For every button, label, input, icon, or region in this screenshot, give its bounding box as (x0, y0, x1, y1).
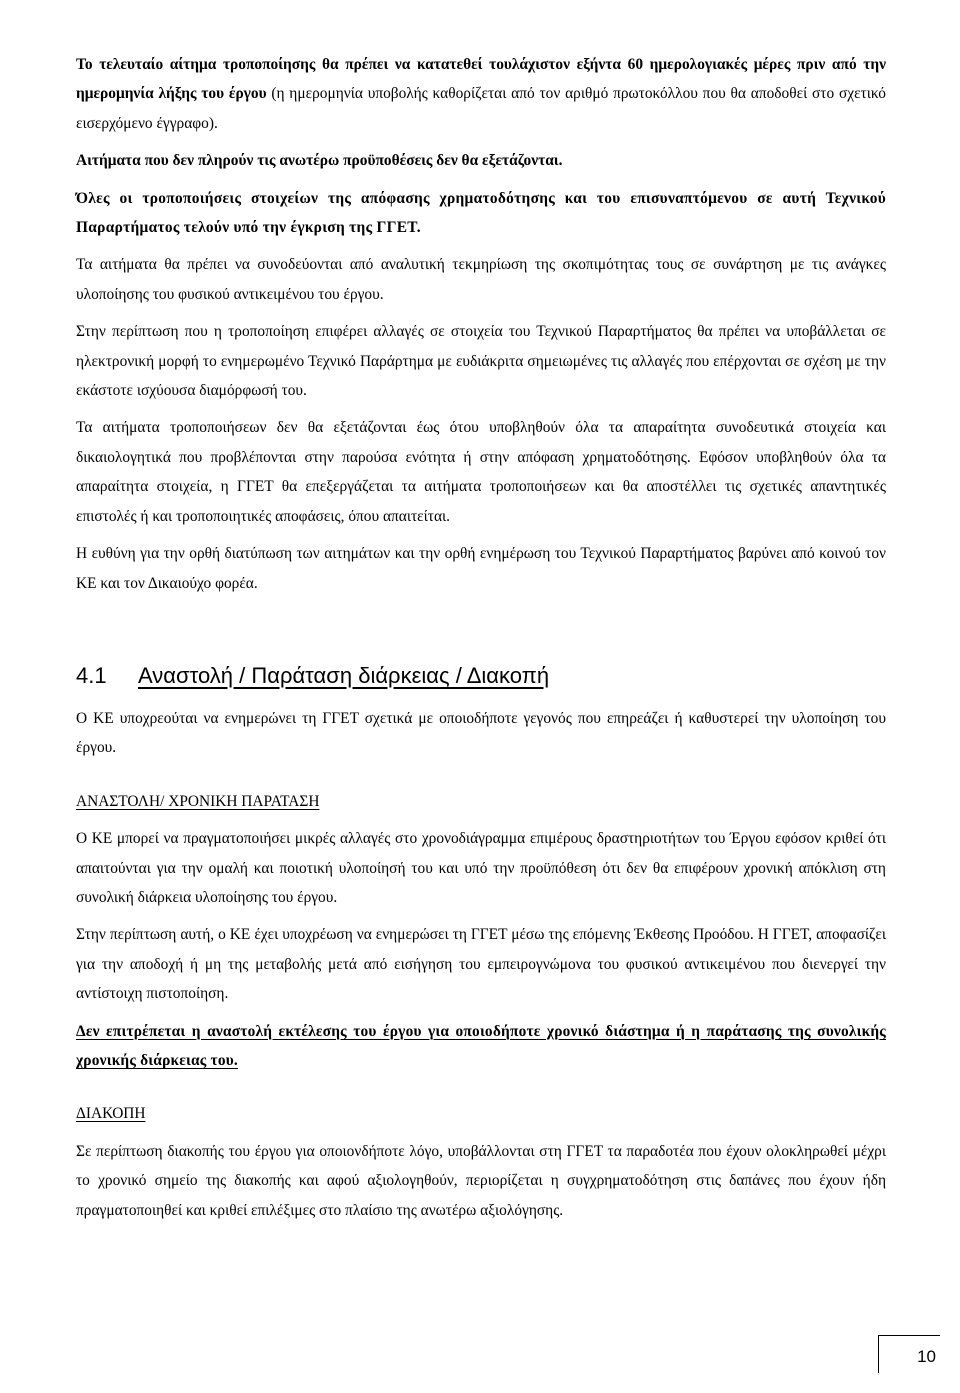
paragraph-termination: Σε περίπτωση διακοπής του έργου για οποιονδήποτε λόγο, υποβάλλονται στη ΓΓΕΤ τα παραδοτέα που έχουν ολοκληρωθεί μέχρι το χρονικό σημείο της διακοπής και αφού αξιολογηθούν, περιορίζεται η συγχρηματοδότηση στις δαπάνες που έχουν ήδη πραγματοποιηθεί και κριθεί επιλέξιμες στο πλαίσιο της ανωτέρω αξιολόγησης. (76, 1142, 886, 1219)
subsection-heading-termination: ΔΙΑΚΟΠΗ (76, 1105, 146, 1123)
section-title: Αναστολή / Παράταση διάρκειας / Διακοπή (138, 662, 550, 688)
paragraph-responsibility: Η ευθύνη για την ορθή διατύπωση των αιτημάτων και την ορθή ενημέρωση του Τεχνικού Παραρτήματος βαρύνει από κοινού τον ΚΕ και τον Δικαιούχο φορέα. (76, 545, 886, 592)
section-number: 4.1 (76, 662, 107, 688)
paragraph-supporting-documents: Τα αιτήματα τροποποιήσεων δεν θα εξετάζονται έως ότου υποβληθούν όλα τα απαραίτητα συνοδευτικά στοιχεία και δικαιολογητικά που προβλέπονται στην παρούσα ενότητα ή στην απόφαση χρηματοδότησης. Εφόσον υποβληθούν όλα τα απαραίτητα στοιχεία, η ΓΓΕΤ θα επεξεργάζεται τα αιτήματα τροποποιήσεων και θα αποστέλλει τις σχετικές απαντητικές επιστολές ή και τροποποιητικές αποφάσεις, όπου απαιτείται. (76, 419, 886, 525)
paragraph-deadline (76, 50, 886, 138)
subsection-heading-suspension: ΑΝΑΣΤΟΛΗ/ ΧΡΟΝΙΚΗ ΠΑΡΑΤΑΣΗ (76, 792, 320, 810)
paragraph-schedule-changes: Ο ΚΕ μπορεί να πραγματοποιήσει μικρές αλλαγές στο χρονοδιάγραμμα επιμέρους δραστηριοτήτων του Έργου εφόσον κριθεί ότι απαιτούνται για την ομαλή και ποιοτική υλοποίησή του και υπό την προϋπόθεση ότι δεν θα επιφέρουν χρονική απόκλιση στη συνολική διάρκεια υλοποίησης του έργου. (76, 830, 886, 906)
deadline-bold-text: Το τελευταίο αίτημα τροποποίησης θα πρέπει να κατατεθεί τουλάχιστον εξήντα 60 ημερολογιακές μέρες πριν από την ημερομηνία λήξης του έργου (76, 56, 886, 103)
document-body (76, 50, 886, 1233)
section-intro: Ο ΚΕ υποχρεούται να ενημερώνει τη ΓΓΕΤ σχετικά με οποιοδήποτε γεγονός που επηρεάζει ή καθυστερεί την υλοποίηση του έργου. (76, 709, 886, 757)
notice-no-suspension: Δεν επιτρέπεται η αναστολή εκτέλεσης του έργου για οποιοδήποτε χρονικό διάστημα ή η παράτασης της συνολικής χρονικής διάρκειας του. (76, 1022, 886, 1069)
paragraph-requirements: Αιτήματα που δεν πληρούν τις ανωτέρω προϋποθέσεις δεν θα εξετάζονται. (76, 152, 563, 170)
deadline-rest-text: (η ημερομηνία υποβολής καθορίζεται από τον αριθμό πρωτοκόλλου που θα αποδοθεί στο σχετικό εισερχόμενο έγγραφο). (76, 85, 886, 132)
paragraph-progress-report: Στην περίπτωση αυτή, ο ΚΕ έχει υποχρέωση να ενημερώσει τη ΓΓΕΤ μέσω της επόμενης Έκθεσης Προόδου. Η ΓΓΕΤ, αποφασίζει για την αποδοχή ή μη της μεταβολής μετά από εισήγηση του εμπειρογνώμονα του φυσικού αντικειμένου που διενεργεί την αντίστοιχη πιστοποίηση. (76, 926, 886, 1003)
paragraph-technical-annex: Στην περίπτωση που η τροποποίηση επιφέρει αλλαγές σε στοιχεία του Τεχνικού Παραρτήματος θα πρέπει να υποβάλλεται σε ηλεκτρονική μορφή το ενημερωμένο Τεχνικό Παράρτημα με ευδιάκριτα σημειωμένες τις αλλαγές που επέρχονται σε σχέση με την εκάστοτε ισχύουσα διαμόρφωσή του. (76, 323, 886, 400)
paragraph-approval: Όλες οι τροποποιήσεις στοιχείων της απόφασης χρηματοδότησης και του επισυναπτόμενου σε αυτή Τεχνικού Παραρτήματος τελούν υπό την έγκριση της ΓΓΕΤ. (76, 189, 886, 237)
paragraph-justification: Τα αιτήματα θα πρέπει να συνοδεύονται από αναλυτική τεκμηρίωση της σκοπιμότητας τους σε συνάρτηση με τις ανάγκες υλοποίησης του φυσικού αντικειμένου του έργου. (76, 256, 886, 303)
section-heading (76, 660, 886, 692)
page-number: 10 (878, 1335, 940, 1373)
